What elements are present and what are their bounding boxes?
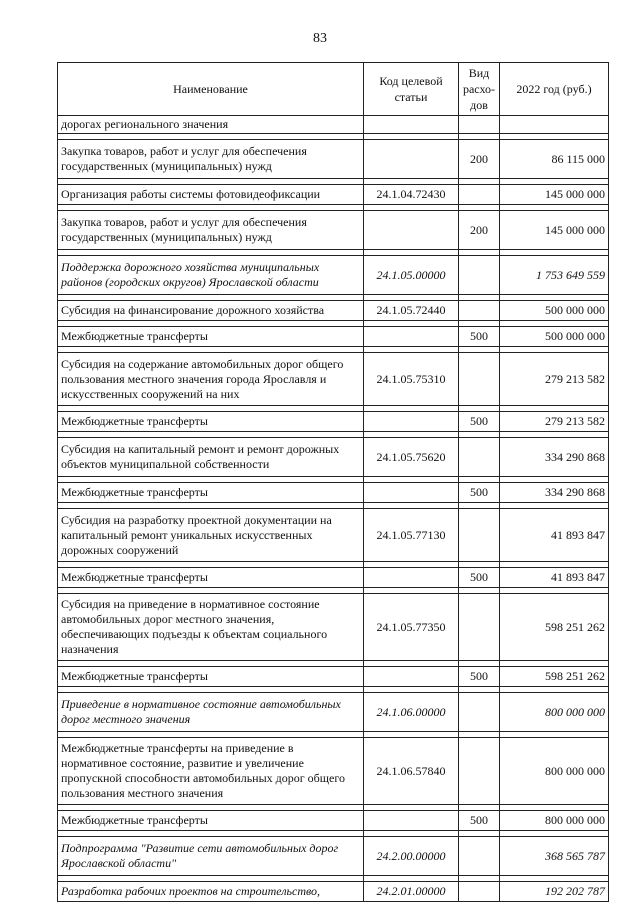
row-amount — [500, 116, 609, 134]
row-code: 24.2.01.00000 — [364, 882, 459, 902]
row-name: Субсидия на приведение в нормативное состояние автомобильных дорог местного значения, обеспечивающих подъезды к объектам социального назначения — [58, 594, 364, 661]
row-amount: 800 000 000 — [500, 693, 609, 732]
row-amount: 279 213 582 — [500, 353, 609, 406]
row-type: 500 — [459, 811, 500, 831]
row-name: Организация работы системы фотовидеофиксации — [58, 185, 364, 205]
row-amount: 41 893 847 — [500, 509, 609, 562]
header-type: Вид расхо-дов — [459, 63, 500, 116]
row-code — [364, 116, 459, 134]
row-type — [459, 256, 500, 295]
row-code: 24.1.04.72430 — [364, 185, 459, 205]
row-code — [364, 412, 459, 432]
row-code — [364, 568, 459, 588]
row-code — [364, 811, 459, 831]
row-type — [459, 837, 500, 876]
table-row — [58, 116, 609, 134]
table-row — [58, 693, 609, 732]
row-amount: 192 202 787 — [500, 882, 609, 902]
table-row — [58, 438, 609, 477]
row-amount: 1 753 649 559 — [500, 256, 609, 295]
row-name: Межбюджетные трансферты на приведение в нормативное состояние, развитие и увеличение пропускной способности автомобильных дорог общего пользования местного значения — [58, 738, 364, 805]
row-name: Закупка товаров, работ и услуг для обеспечения государственных (муниципальных) нужд — [58, 211, 364, 250]
row-type — [459, 738, 500, 805]
row-type — [459, 882, 500, 902]
row-name: Субсидия на разработку проектной документации на капитальный ремонт уникальных искусственных дорожных сооружений — [58, 509, 364, 562]
row-type: 500 — [459, 568, 500, 588]
row-amount: 334 290 868 — [500, 438, 609, 477]
row-amount: 86 115 000 — [500, 140, 609, 179]
row-type: 500 — [459, 483, 500, 503]
row-name: Межбюджетные трансферты — [58, 327, 364, 347]
row-name: Подпрограмма "Развитие сети автомобильных дорог Ярославской области" — [58, 837, 364, 876]
row-name: Приведение в нормативное состояние автомобильных дорог местного значения — [58, 693, 364, 732]
row-code — [364, 140, 459, 179]
row-code: 24.1.06.57840 — [364, 738, 459, 805]
row-name: Межбюджетные трансферты — [58, 811, 364, 831]
table-row — [58, 509, 609, 562]
row-amount: 500 000 000 — [500, 301, 609, 321]
table-row — [58, 256, 609, 295]
page-number: 83 — [313, 31, 327, 46]
header-name: Наименование — [58, 63, 364, 116]
row-type — [459, 185, 500, 205]
row-name: Поддержка дорожного хозяйства муниципальных районов (городских округов) Ярославской области — [58, 256, 364, 295]
table-row — [58, 738, 609, 805]
row-code: 24.1.05.77130 — [364, 509, 459, 562]
row-name: Межбюджетные трансферты — [58, 412, 364, 432]
row-amount: 598 251 262 — [500, 667, 609, 687]
row-amount: 368 565 787 — [500, 837, 609, 876]
table-header-row — [58, 63, 609, 116]
row-type — [459, 301, 500, 321]
table-row — [58, 301, 609, 321]
row-amount: 279 213 582 — [500, 412, 609, 432]
table-row — [58, 185, 609, 205]
header-code: Код целевой статьи — [364, 63, 459, 116]
row-type — [459, 693, 500, 732]
table-row — [58, 594, 609, 661]
table-row — [58, 353, 609, 406]
row-code — [364, 327, 459, 347]
row-code — [364, 483, 459, 503]
row-type: 500 — [459, 327, 500, 347]
table-row — [58, 211, 609, 250]
table-row — [58, 837, 609, 876]
row-name: Субсидия на финансирование дорожного хозяйства — [58, 301, 364, 321]
row-amount: 500 000 000 — [500, 327, 609, 347]
row-type — [459, 116, 500, 134]
table-row — [58, 811, 609, 831]
table-row — [58, 882, 609, 902]
row-code: 24.1.05.00000 — [364, 256, 459, 295]
row-code: 24.1.05.75310 — [364, 353, 459, 406]
row-name: Межбюджетные трансферты — [58, 568, 364, 588]
row-type — [459, 509, 500, 562]
row-name: Субсидия на капитальный ремонт и ремонт дорожных объектов муниципальной собственности — [58, 438, 364, 477]
row-code: 24.1.06.00000 — [364, 693, 459, 732]
row-amount: 800 000 000 — [500, 811, 609, 831]
row-type — [459, 594, 500, 661]
row-type: 200 — [459, 140, 500, 179]
row-code — [364, 667, 459, 687]
row-code: 24.1.05.72440 — [364, 301, 459, 321]
row-name: Закупка товаров, работ и услуг для обеспечения государственных (муниципальных) нужд — [58, 140, 364, 179]
table-row — [58, 412, 609, 432]
row-code: 24.1.05.75620 — [364, 438, 459, 477]
header-amount: 2022 год (руб.) — [500, 63, 609, 116]
row-name: Межбюджетные трансферты — [58, 483, 364, 503]
row-amount: 800 000 000 — [500, 738, 609, 805]
row-name: Межбюджетные трансферты — [58, 667, 364, 687]
row-amount: 41 893 847 — [500, 568, 609, 588]
row-type — [459, 353, 500, 406]
row-amount: 598 251 262 — [500, 594, 609, 661]
table-row — [58, 667, 609, 687]
table-row — [58, 140, 609, 179]
row-amount: 334 290 868 — [500, 483, 609, 503]
row-amount: 145 000 000 — [500, 211, 609, 250]
row-type: 500 — [459, 412, 500, 432]
row-type — [459, 438, 500, 477]
row-type: 500 — [459, 667, 500, 687]
row-type: 200 — [459, 211, 500, 250]
row-code — [364, 211, 459, 250]
budget-table — [57, 62, 609, 902]
row-amount: 145 000 000 — [500, 185, 609, 205]
table-row — [58, 483, 609, 503]
row-name: Разработка рабочих проектов на строительство, — [58, 882, 364, 902]
row-code: 24.1.05.77350 — [364, 594, 459, 661]
row-code: 24.2.00.00000 — [364, 837, 459, 876]
row-name: дорогах регионального значения — [58, 116, 364, 134]
row-name: Субсидия на содержание автомобильных дорог общего пользования местного значения города Ярославля и искусственных сооружений на них — [58, 353, 364, 406]
table-row — [58, 568, 609, 588]
table-row — [58, 327, 609, 347]
